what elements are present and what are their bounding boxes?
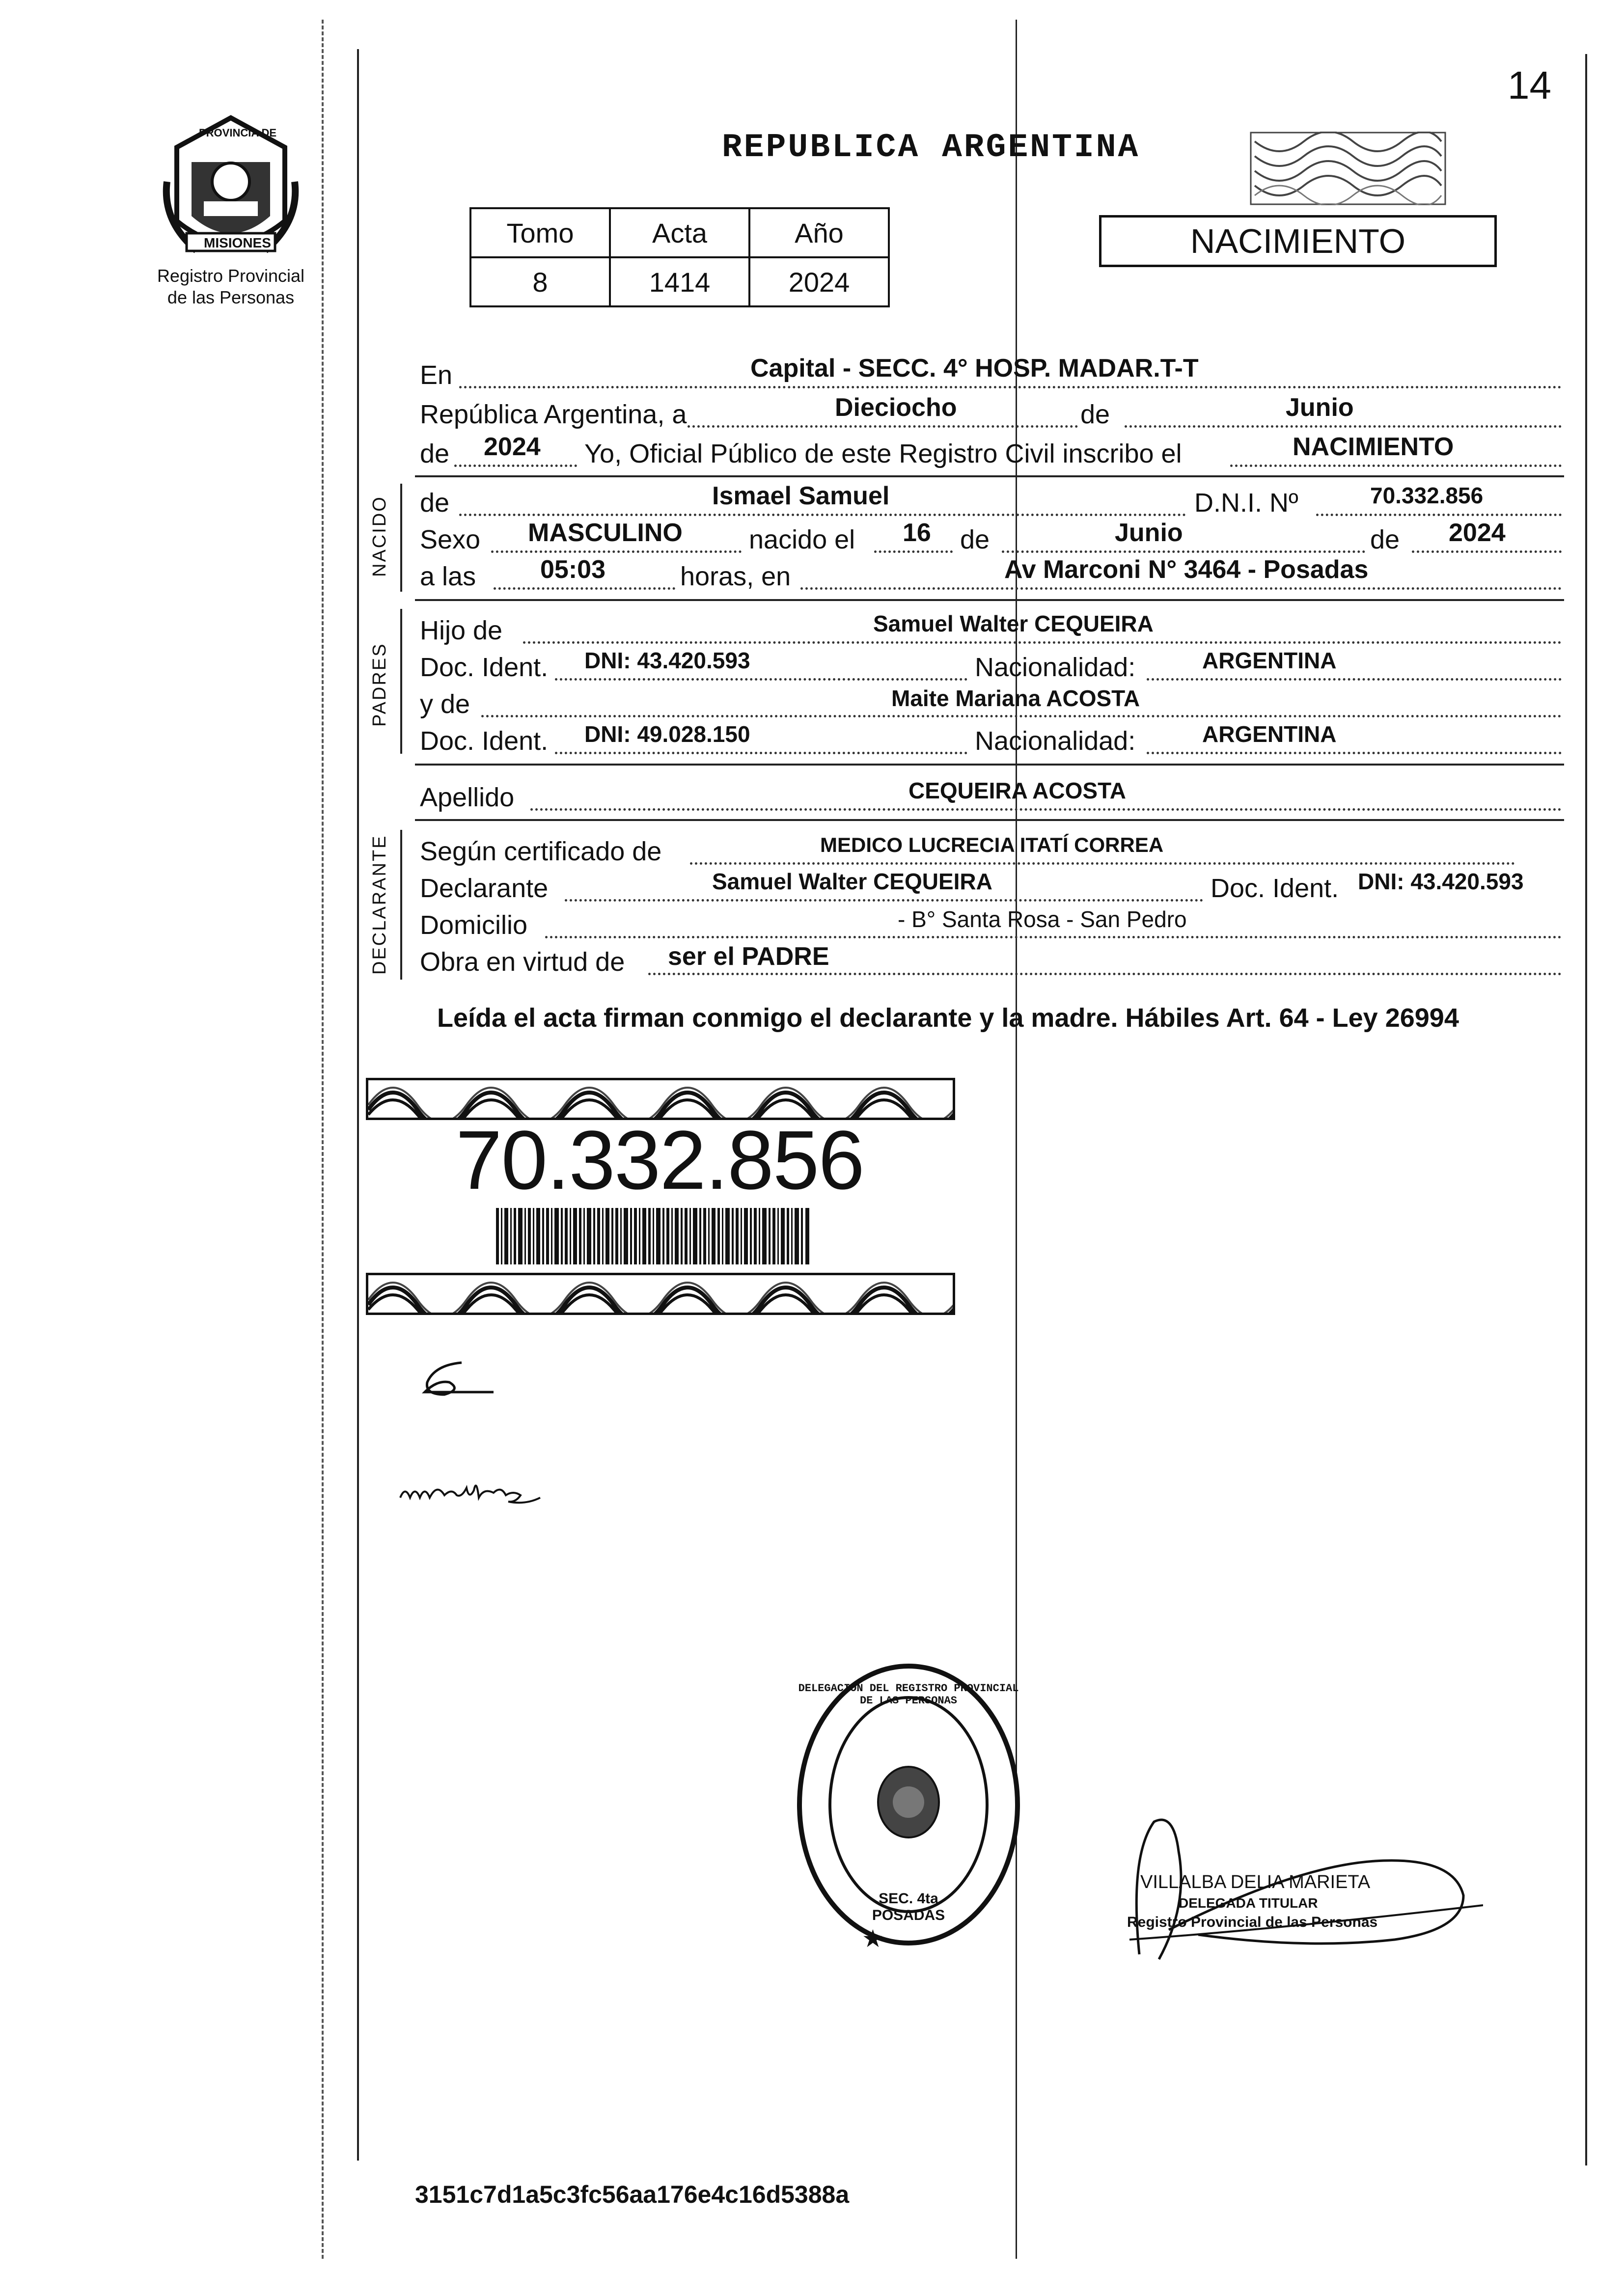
nacido-de3-label: de (1370, 525, 1400, 554)
mother-signature (398, 1468, 545, 1512)
declarante-signature (415, 1355, 503, 1409)
acta-header: Acta (610, 208, 749, 257)
misiones-emblem (157, 108, 304, 270)
father-doc-value: DNI: 43.420.593 (584, 648, 750, 673)
padres-bar (400, 609, 402, 754)
nacido-day-value: 16 (903, 519, 931, 547)
father-nat-label: Nacionalidad: (975, 653, 1136, 682)
registry-caption (142, 265, 319, 308)
nacido-bar (400, 484, 402, 592)
declarante-section-label: DECLARANTE (369, 834, 390, 975)
document-title: REPUBLICA ARGENTINA (722, 129, 1140, 166)
mother-nat-value: ARGENTINA (1202, 721, 1337, 747)
nacido-name-value: Ismael Samuel (712, 482, 890, 510)
nacido-month-dots (1002, 550, 1365, 553)
inscribo-value: NACIMIENTO (1293, 433, 1454, 461)
obra-label: Obra en virtud de (420, 947, 625, 977)
declarante-bar (400, 830, 402, 980)
dni-banner-number: 70.332.856 (456, 1114, 864, 1207)
certificado-label: Según certificado de (420, 837, 662, 866)
month-value: Junio (1286, 393, 1354, 422)
emblem-top-text: PROVINCIA DE (199, 127, 277, 139)
en-value: Capital - SECC. 4° HOSP. MADAR.T-T (750, 354, 1199, 383)
year-value: 2024 (484, 433, 541, 461)
record-type-box: NACIMIENTO (1099, 215, 1497, 267)
declarante-label: Declarante (420, 874, 549, 903)
record-table (469, 207, 890, 307)
nacido-year-value: 2024 (1449, 519, 1506, 547)
acta-value: 1414 (610, 257, 749, 306)
nacido-el-label: nacido el (749, 525, 855, 554)
declarante-doc-value: DNI: 43.420.593 (1358, 869, 1524, 894)
declarante-doc-label: Doc. Ident. (1211, 874, 1339, 903)
domicilio-label: Domicilio (420, 910, 528, 940)
nacido-month-value: Junio (1115, 519, 1183, 547)
anio-value: 2024 (749, 257, 889, 306)
document-hash: 3151c7d1a5c3fc56aa176e4c16d5388a (415, 2181, 850, 2208)
left-border-line (357, 49, 359, 2161)
yde-label: y de (420, 689, 470, 719)
nacido-section-label: NACIDO (369, 495, 390, 577)
apellido-value: CEQUEIRA ACOSTA (908, 778, 1126, 803)
oficial-label: Yo, Oficial Público de este Registro Civil inscribo el (584, 439, 1182, 468)
father-doc-label: Doc. Ident. (420, 653, 549, 682)
declarante-value: Samuel Walter CEQUEIRA (712, 869, 992, 894)
sexo-label: Sexo (420, 525, 481, 554)
svg-text:★: ★ (862, 1924, 884, 1949)
registry-caption-line-2: de las Personas (167, 287, 295, 307)
stamp-registry: Registro Provincial de las Personas (1127, 1914, 1378, 1930)
certificado-value: MEDICO LUCRECIA ITATÍ CORREA (820, 833, 1164, 856)
divider-padres (415, 764, 1564, 766)
registry-seal (793, 1660, 1024, 1949)
security-mark-icon (1250, 132, 1446, 205)
seal-outer-text: DELEGACION DEL REGISTRO PROVINCIAL DE LAS PERSONAS (798, 1682, 1019, 1707)
dni-bottom-band (366, 1273, 955, 1315)
nacido-de2-label: de (960, 525, 990, 554)
divider-apellido (415, 819, 1564, 821)
left-margin-dashed-line (322, 20, 324, 2259)
right-border-line (1585, 54, 1587, 2165)
apellido-label: Apellido (420, 783, 515, 812)
de-label: de (1080, 400, 1110, 429)
mother-doc-label: Doc. Ident. (420, 726, 549, 756)
emblem-bottom-text: MISIONES (204, 235, 271, 250)
hijo-label: Hijo de (420, 616, 503, 645)
seal-inner-text: SEC. 4ta POSADAS (872, 1890, 945, 1923)
mother-value: Maite Mariana ACOSTA (891, 685, 1140, 711)
place-value: Av Marconi N° 3464 - Posadas (1004, 555, 1369, 584)
father-nat-value: ARGENTINA (1202, 648, 1337, 673)
obra-value: ser el PADRE (668, 942, 829, 971)
tomo-value: 8 (470, 257, 610, 306)
day-value: Dieciocho (835, 393, 957, 422)
horas-label: horas, en (680, 562, 791, 591)
registry-caption-line-1: Registro Provincial (157, 266, 305, 286)
padres-section-label: PADRES (369, 642, 390, 727)
de2-label: de (420, 439, 450, 468)
stamp-role: DELEGADA TITULAR (1179, 1895, 1318, 1911)
domicilio-value: - B° Santa Rosa - San Pedro (898, 906, 1187, 932)
alas-label: a las (420, 562, 476, 591)
mother-nat-label: Nacionalidad: (975, 726, 1136, 756)
dni-value: 70.332.856 (1370, 483, 1484, 508)
closing-text: Leída el acta firman conmigo el declarante y la madre. Hábiles Art. 64 - Ley 26994 (437, 1003, 1459, 1033)
divider-nacido (415, 599, 1564, 601)
sexo-value: MASCULINO (528, 519, 683, 547)
divider-header (415, 475, 1564, 477)
mother-doc-value: DNI: 49.028.150 (584, 721, 750, 747)
page-number: 14 (1508, 63, 1551, 107)
nacido-de-label: de (420, 488, 450, 518)
time-value: 05:03 (540, 555, 606, 584)
father-value: Samuel Walter CEQUEIRA (873, 611, 1154, 636)
barcode-icon (496, 1208, 810, 1264)
republica-label: República Argentina, a (420, 400, 687, 429)
anio-header: Año (749, 208, 889, 257)
en-label: En (420, 360, 453, 390)
dni-label: D.N.I. Nº (1194, 488, 1298, 518)
tomo-header: Tomo (470, 208, 610, 257)
stamp-name: VILLALBA DELIA MARIETA (1140, 1872, 1371, 1892)
